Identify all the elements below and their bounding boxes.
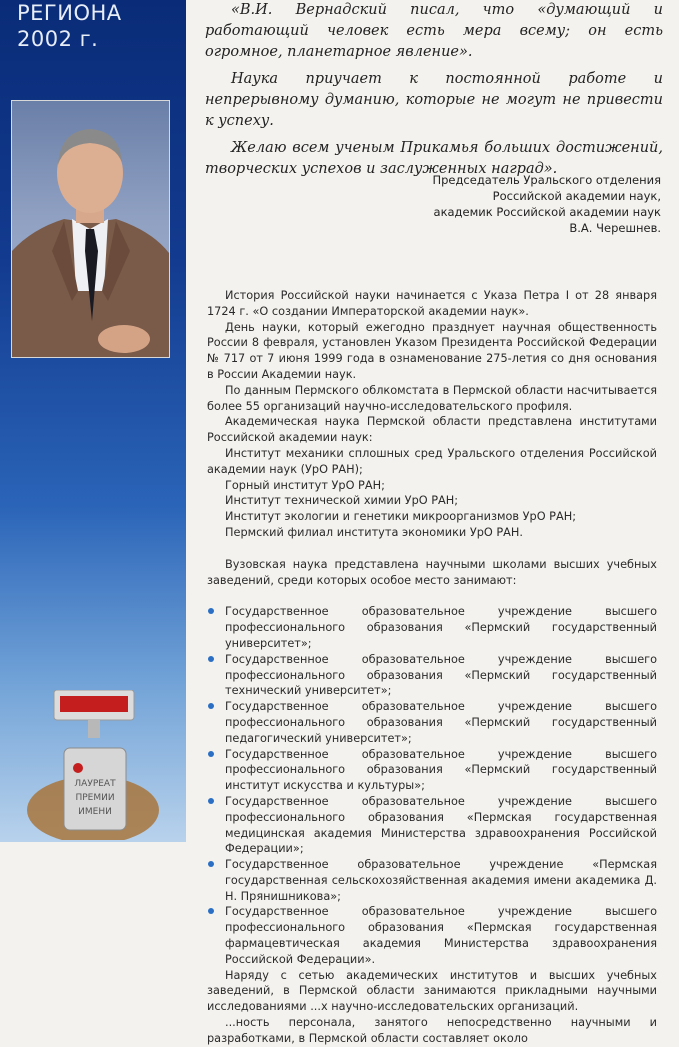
institute-4: Институт экологии и генетики микроорганизмов УрО РАН; [225, 510, 577, 524]
paragraph-2: День науки, который ежегодно празднует научная общественность России 8 февраля, установлен Указом Президента Российской Федерации № 717 от 7 июня 1999 года в ознаменование 275-летия со дня основания в России Академии наук. [207, 320, 657, 381]
signature-block [401, 172, 661, 236]
medal-text-3: ИМЕНИ [78, 807, 112, 817]
sidebar-title-line2: 2002 г. [17, 27, 99, 51]
sidebar-title [17, 0, 122, 52]
university-list [207, 604, 657, 967]
paragraph-6: Наряду с сетью академических институтов и высших учебных заведений, в Пермской области занимаются прикладными научными исследованиями ...х научно-исследовательских организаций. [207, 968, 657, 1014]
quote-paragraph-3: Желаю всем ученым Прикамья больших достижений, творческих успехов и заслуженных наград». [205, 140, 663, 177]
list-item: Государственное образовательное учреждение высшего профессионального образования «Пермская государственная медицинская академия Министерства здравоохранения Российской Федерации»; [207, 794, 657, 857]
quote-paragraph-1: «В.И. Вернадский писал, что «думающий и работающий человек есть мера всему; он есть огромное, планетарное явление». [205, 2, 663, 60]
list-item: Государственное образовательное учреждение высшего профессионального образования «Пермский государственный университет»; [207, 604, 657, 651]
list-item: Государственное образовательное учреждение высшего профессионального образования «Пермский государственный технический университет»; [207, 652, 657, 699]
signature-line-2: Российской академии наук, [492, 189, 661, 203]
signature-line-1: Председатель Уральского отделения [432, 173, 661, 187]
medal-text-2: ПРЕМИИ [75, 793, 115, 803]
sidebar-title-line1: РЕГИОНА [17, 1, 122, 25]
paragraph-4: Академическая наука Пермской области представлена институтами Российской академии наук: [207, 415, 657, 445]
laureate-medal [18, 690, 168, 840]
quote-block [205, 0, 663, 186]
signature-line-3: академик Российской академии наук [433, 205, 661, 219]
quote-paragraph-2: Наука приучает к постоянной работе и непрерывному думанию, которые не могут не привести к успеху. [205, 71, 663, 129]
institute-2: Горный институт УрО РАН; [225, 478, 385, 492]
article-body [207, 288, 657, 1047]
institute-3: Институт технической химии УрО РАН; [225, 494, 459, 508]
list-item: Государственное образовательное учреждение высшего профессионального образования «Пермская государственная фармацевтическая академия Министерства здравоохранения Российской Федерации». [207, 904, 657, 967]
paragraph-3: По данным Пермского облкомстата в Пермской области насчитывается более 55 организаций научно-исследовательского профиля. [207, 383, 657, 413]
sidebar-panel [0, 0, 186, 842]
medal-text-1: ЛАУРЕАТ [74, 779, 116, 789]
paragraph-5: Вузовская наука представлена научными школами высших учебных заведений, среди которых особое место занимают: [207, 557, 657, 587]
signature-line-4: В.А. Черешнев. [569, 221, 661, 235]
portrait-photo [11, 100, 170, 358]
page-margin [0, 842, 186, 960]
institute-5: Пермский филиал института экономики УрО РАН. [225, 525, 523, 539]
institute-1: Институт механики сплошных сред Уральского отделения Российской академии наук (УрО РАН); [207, 446, 657, 476]
paragraph-7: ...ность персонала, занятого непосредственно научными и разработками, в Пермской области составляет около [207, 1016, 657, 1045]
list-item: Государственное образовательное учреждение «Пермская государственная сельскохозяйственная академия имени академика Д. Н. Прянишникова»; [207, 857, 657, 904]
list-item: Государственное образовательное учреждение высшего профессионального образования «Пермский государственный институт искусства и культуры»; [207, 747, 657, 794]
paragraph-1: История Российской науки начинается с Указа Петра I от 28 января 1724 г. «О создании Императорской академии наук». [207, 289, 657, 318]
list-item: Государственное образовательное учреждение высшего профессионального образования «Пермский государственный педагогический университет»; [207, 699, 657, 746]
